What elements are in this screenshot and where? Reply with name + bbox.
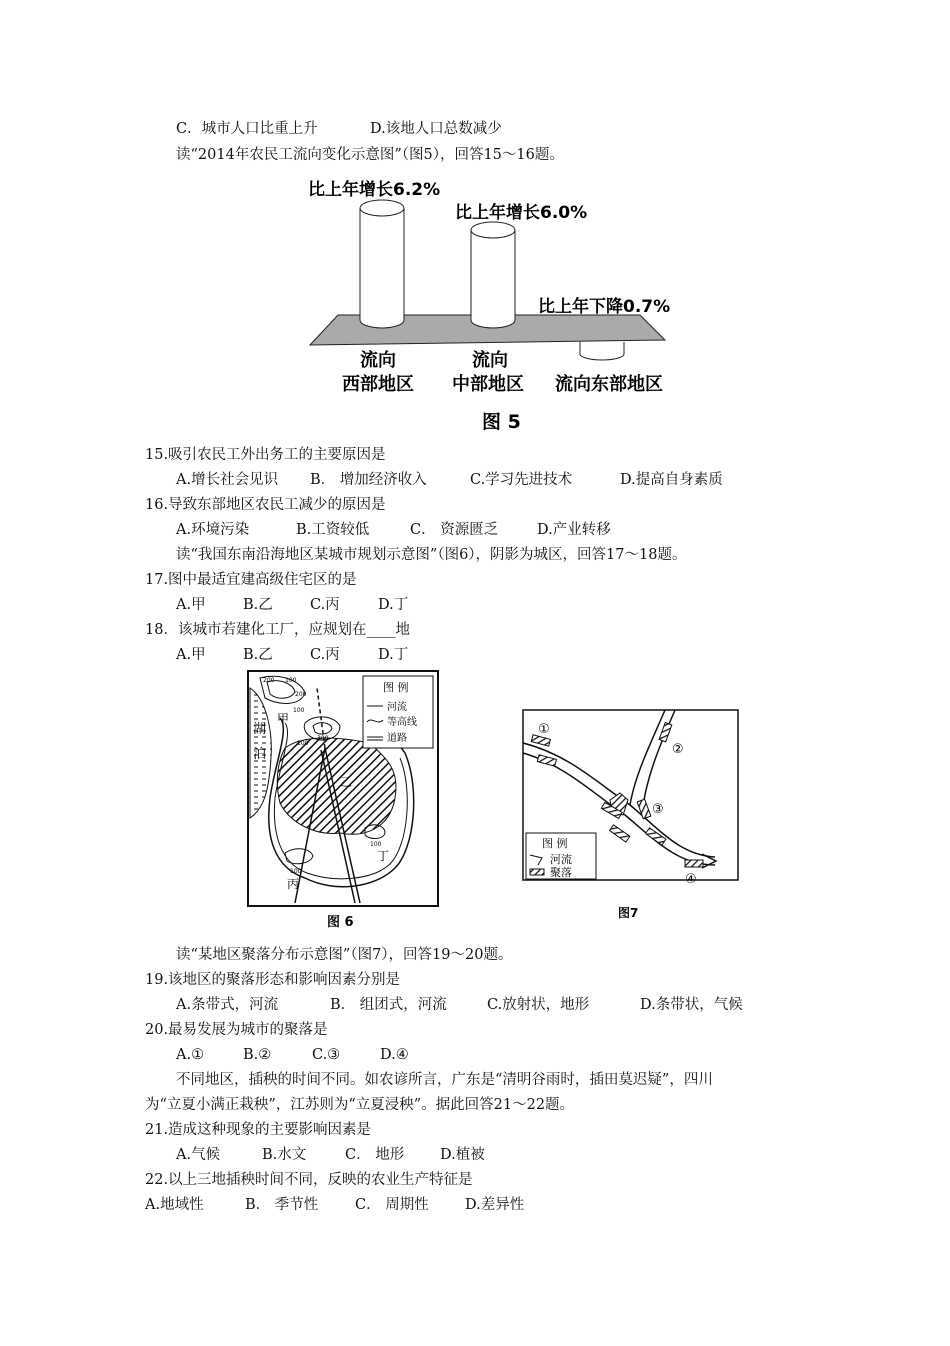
- q17-stem: 17.图中最适宜建高级住宅区的是: [145, 572, 357, 588]
- q21-option-c: C． 地形: [345, 1147, 405, 1163]
- num-3: ③: [652, 802, 664, 817]
- q21-option-a: A.气候: [176, 1147, 221, 1163]
- q15-option-d: D.提高自身素质: [620, 472, 723, 488]
- q17-option-d: D.丁: [378, 597, 409, 613]
- q15-stem: 15.吸引农民工外出务工的主要原因是: [145, 447, 386, 463]
- lake-label-1: 湖: [253, 722, 267, 737]
- figure-7-map: [520, 705, 745, 925]
- bar-west: [360, 200, 404, 328]
- q20-option-b: B.②: [243, 1047, 272, 1063]
- intro-21-22-line1: 不同地区，插秧的时间不同。如农谚所言，广东是“清明谷雨时，插田莫迟疑”，四川: [176, 1072, 713, 1088]
- q18-option-c: C.丙: [310, 647, 340, 663]
- legend-6-road: 道路: [387, 733, 407, 744]
- contour-label-100e: 100: [370, 841, 382, 848]
- legend-7-title: 图 例: [542, 837, 568, 850]
- contour-label-200a: 200: [263, 677, 275, 684]
- figure-5-caption: 图 5: [482, 411, 521, 433]
- cat-west-line2: 西部地区: [342, 374, 414, 395]
- num-1: ①: [538, 722, 550, 737]
- legend-7-river: 河流: [550, 853, 572, 866]
- contour-label-100b: 100: [293, 707, 305, 714]
- q20-option-c: C.③: [312, 1047, 341, 1063]
- q22-stem: 22.以上三地插秧时间不同，反映的农业生产特征是: [145, 1172, 473, 1188]
- q16-option-d: D.产业转移: [537, 522, 611, 538]
- q16-option-a: A.环境污染: [176, 522, 250, 538]
- bar-central: [471, 222, 515, 328]
- legend-6: [363, 676, 433, 748]
- label-yi: 乙: [340, 775, 353, 789]
- q15-option-c: C.学习先进技术: [470, 472, 573, 488]
- intro-19-20: 读“某地区聚落分布示意图”（图7），回答19～20题。: [176, 947, 513, 963]
- q16-option-b: B.工资较低: [296, 522, 370, 538]
- intro-15-16: 读“2014年农民工流向变化示意图”（图5），回答15～16题。: [176, 147, 564, 163]
- q17-option-c: C.丙: [310, 597, 340, 613]
- cat-east: 流向东部地区: [555, 374, 663, 395]
- label-east: 比上年下降0.7%: [538, 297, 671, 317]
- q20-option-d: D.④: [380, 1047, 409, 1063]
- q17-option-a: A.甲: [176, 597, 206, 613]
- legend-7: [526, 833, 596, 879]
- label-bing: 丙: [287, 877, 300, 891]
- legend-6-title: 图 例: [383, 681, 409, 694]
- q20-option-a: A.①: [176, 1047, 205, 1063]
- label-ding: 丁: [377, 849, 390, 863]
- label-central: 比上年增长6.0%: [455, 203, 588, 223]
- q18-option-b: B.乙: [243, 647, 273, 663]
- q15-option-a: A.增长社会见识: [176, 472, 279, 488]
- q22-option-d: D.差异性: [465, 1197, 525, 1213]
- q17-option-b: B.乙: [243, 597, 273, 613]
- figure-7-caption: 图7: [618, 906, 639, 920]
- figure-5-chart: [300, 170, 700, 440]
- q21-option-d: D.植被: [440, 1147, 485, 1163]
- contour-label-100a: 100: [285, 677, 297, 684]
- q22-option-c: C． 周期性: [355, 1197, 429, 1213]
- legend-7-settlement: 聚落: [550, 866, 572, 879]
- q15-option-b: B． 增加经济收入: [310, 472, 427, 488]
- q22-option-b: B． 季节性: [245, 1197, 319, 1213]
- q19-option-c: C.放射状，地形: [487, 997, 590, 1013]
- q21-stem: 21.造成这种现象的主要影响因素是: [145, 1122, 372, 1138]
- q19-stem: 19.该地区的聚落形态和影响因素分别是: [145, 972, 401, 988]
- q19-option-a: A.条带式，河流: [176, 997, 279, 1013]
- q16-stem: 16.导致东部地区农民工减少的原因是: [145, 497, 386, 513]
- contour-label-100c: 100: [297, 740, 309, 747]
- num-4: ④: [685, 872, 697, 887]
- num-2: ②: [672, 742, 684, 757]
- q18-option-d: D.丁: [378, 647, 409, 663]
- legend-6-river: 河流: [387, 702, 407, 713]
- label-jia: 甲: [277, 712, 290, 726]
- legend-6-contour: 等高线: [387, 717, 417, 728]
- q14-option-c: C．城市人口比重上升: [176, 121, 318, 137]
- q20-stem: 20.最易发展为城市的聚落是: [145, 1022, 328, 1038]
- q16-option-c: C． 资源匮乏: [410, 522, 499, 538]
- q18-option-a: A.甲: [176, 647, 206, 663]
- q14-option-d: D.该地人口总数减少: [370, 121, 502, 137]
- contour-label-300: 300: [317, 735, 329, 742]
- q19-option-b: B． 组团式，河流: [330, 997, 447, 1013]
- q19-option-d: D.条带状，气候: [640, 997, 743, 1013]
- label-west: 比上年增长6.2%: [308, 180, 441, 200]
- contour-label-100d: 100: [290, 868, 302, 875]
- q18-stem: 18．该城市若建化工厂，应规划在____地: [145, 622, 410, 638]
- intro-17-18: 读“我国东南沿海地区某城市规划示意图”（图6），阴影为城区，回答17～18题。: [176, 547, 687, 563]
- figure-6-map: [245, 668, 445, 938]
- cat-central-line2: 中部地区: [452, 374, 524, 395]
- lake-label-2: 泊: [253, 747, 267, 762]
- q22-option-a: A.地域性: [145, 1197, 204, 1213]
- q21-option-b: B.水文: [262, 1147, 307, 1163]
- bar-east: [580, 342, 624, 360]
- cat-central-line1: 流向: [472, 350, 508, 371]
- intro-21-22-line2: 为“立夏小满正栽秧”，江苏则为“立夏浸秧”。据此回答21～22题。: [145, 1097, 575, 1113]
- figure-6-caption: 图 6: [327, 915, 354, 930]
- contour-label-200b: 200: [295, 691, 307, 698]
- cat-west-line1: 流向: [360, 350, 396, 371]
